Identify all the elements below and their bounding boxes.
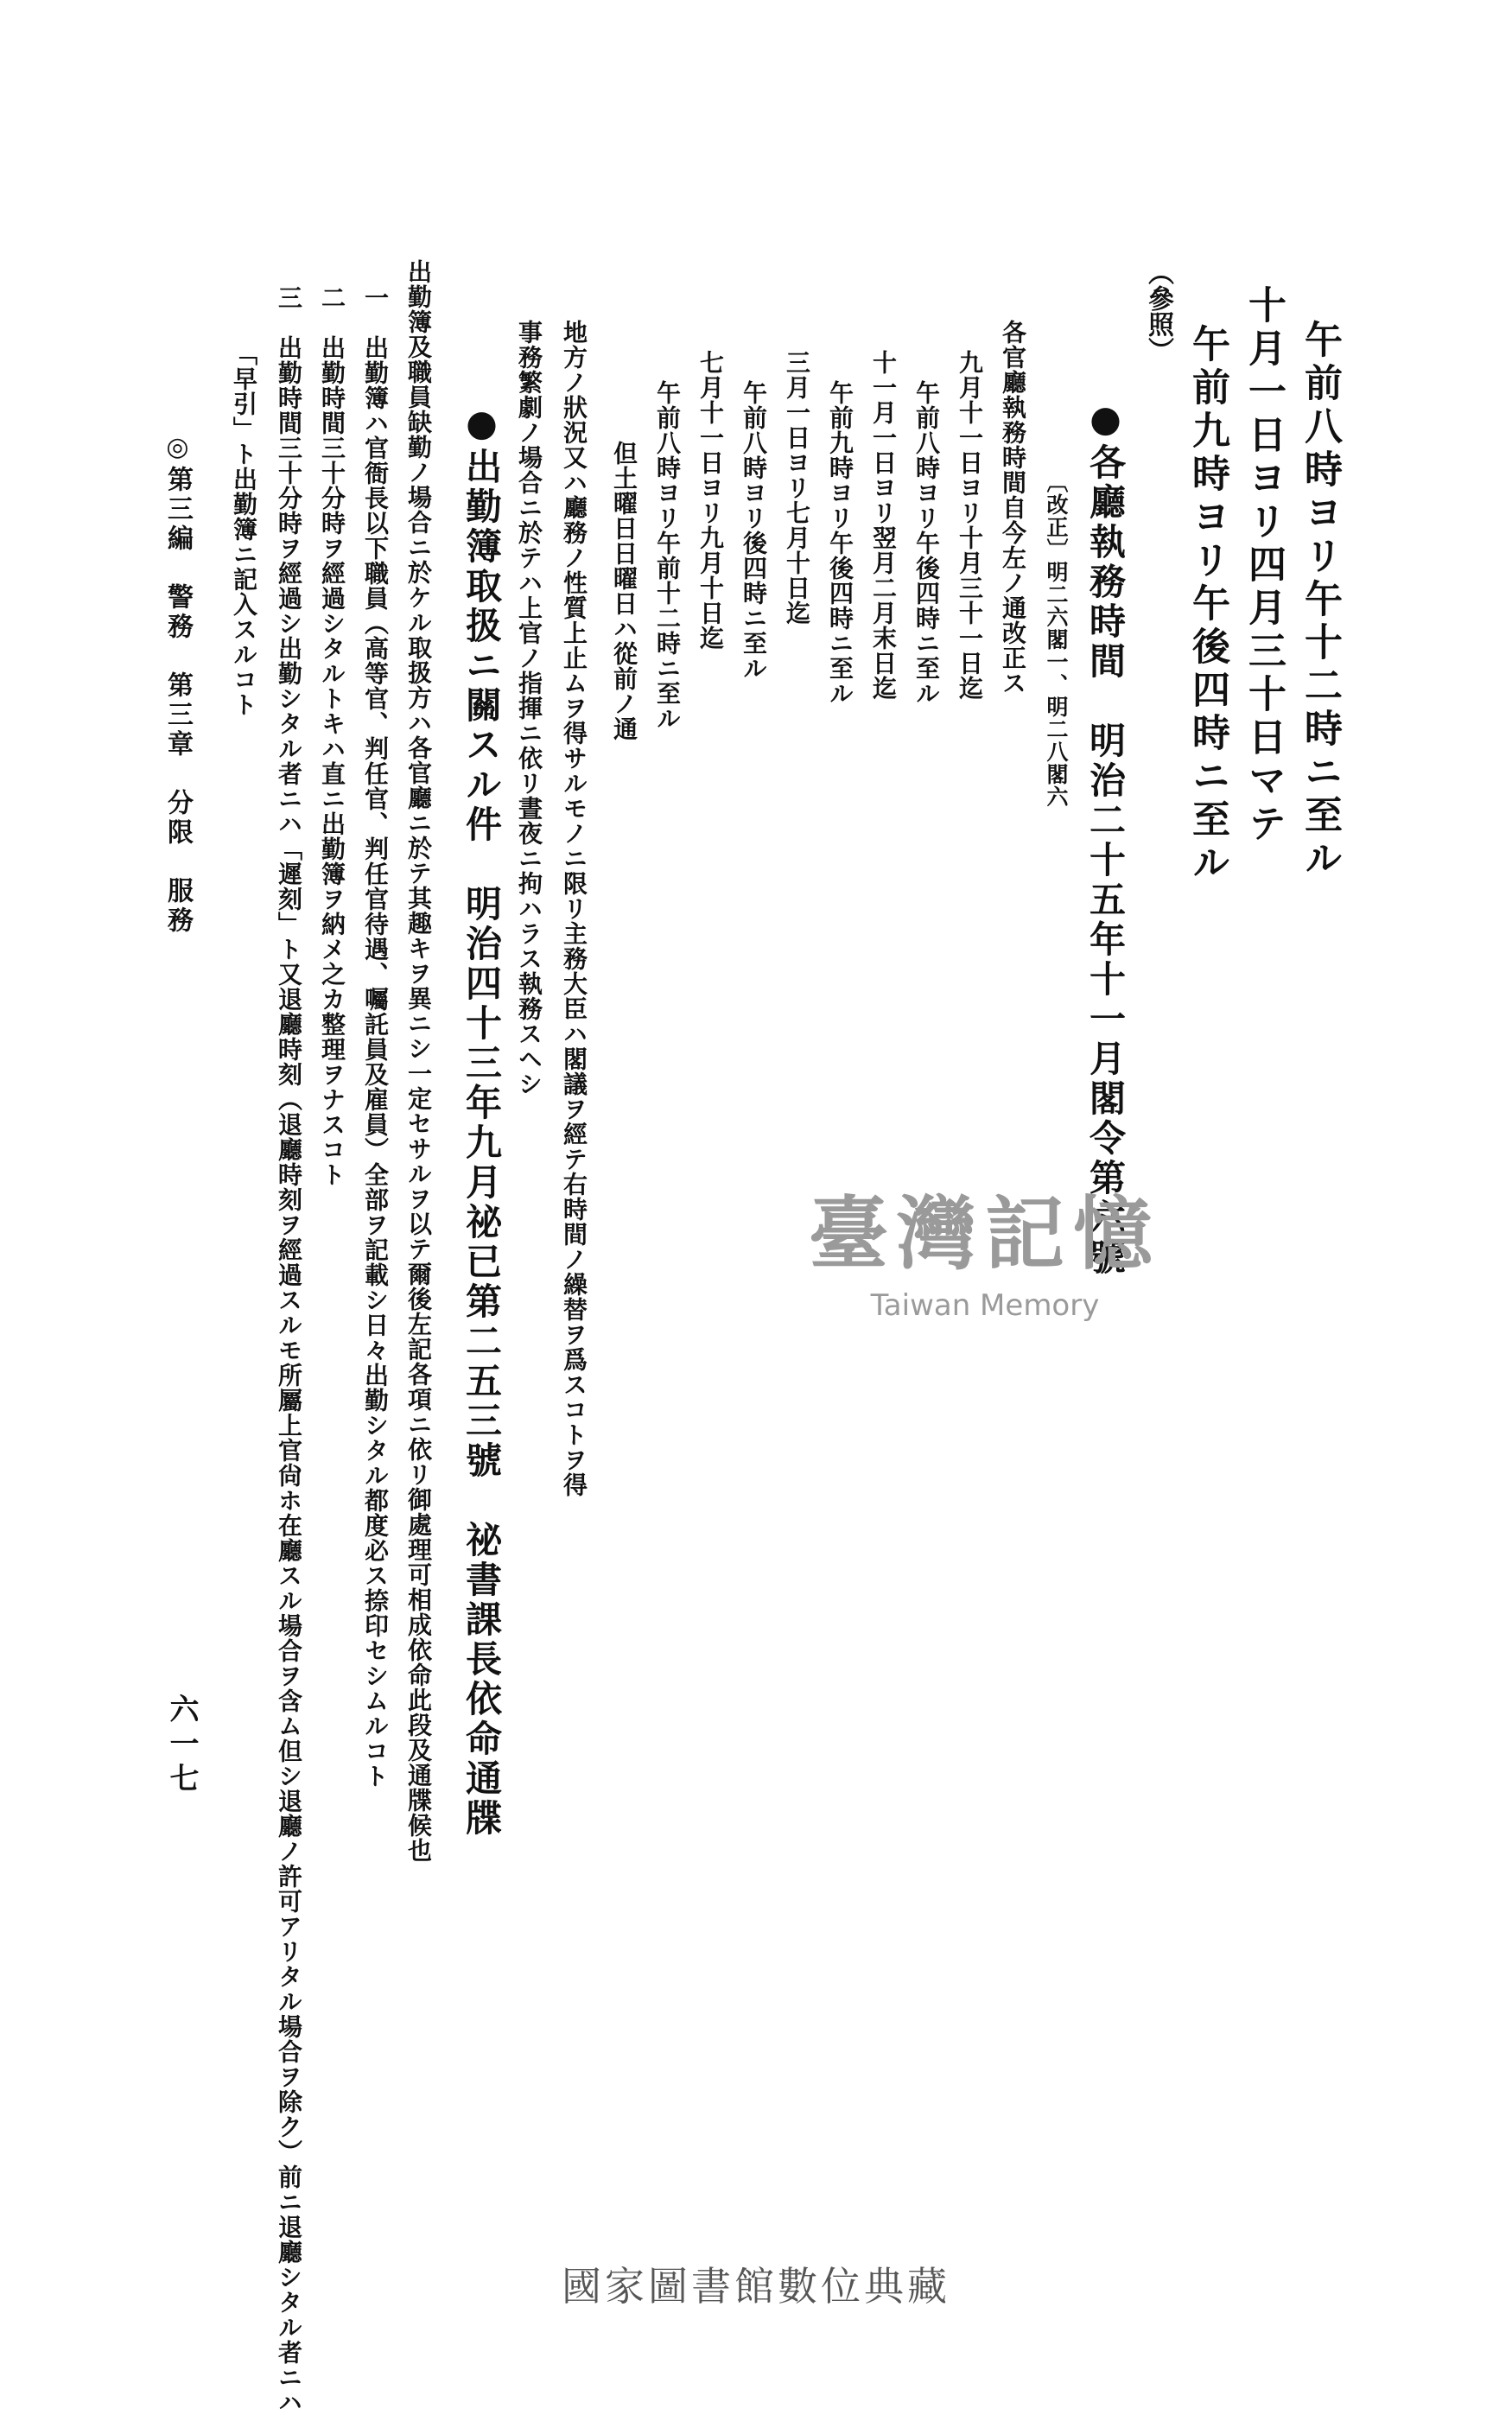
text-column: 但土曜日日曜日ハ從前ノ通 [610, 441, 638, 741]
text-column: 午前八時ヨリ午後四時ニ至ル [912, 380, 941, 706]
text-column: 午前八時ヨリ午前十二時ニ至ル [653, 380, 682, 731]
text-column: 二 出勤時間三十分時ヲ經過シタルトキハ直ニ出勤簿ヲ納メ之カ整理ヲナスコト [318, 285, 346, 1187]
watermark-en: Taiwan Memory [870, 1288, 1100, 1323]
text-column: 三 出勤時間三十分時ヲ經過シ出勤シタル者ニハ「遲刻」ト又退廳時刻（退廳時刻ヲ經過スルモ所屬上官尙ホ在廳スル場合ヲ含ム但シ退廳ノ許可アリタル場合ヲ除ク）前ニ退廳シタル者ニハ [275, 285, 303, 2415]
watermark [743, 1171, 1227, 1323]
text-column: 十月一日ヨリ四月三十日マテ [1242, 285, 1286, 847]
text-column: 午前九時ヨリ午後四時ニ至ル [826, 380, 854, 706]
text-column: 各官廳執務時間自今左ノ通改正ス [999, 320, 1027, 696]
text-column: 出勤簿及職員缺勤ノ場合ニ於ケル取扱方ハ各官廳ニ於テ其趣キヲ異ニシ一定セサルヲ以テ爾後左記各項ニ依リ御處理可相成依命此段及通牒候也 [404, 259, 433, 1863]
running-footer: ◎第三編 警務 第三章 分限 服務 [162, 432, 193, 936]
text-column: 十一月一日ヨリ翌月二月末日迄 [869, 350, 898, 701]
archive-credit: 國家圖書館數位典藏 [562, 2263, 950, 2310]
text-column: 〔改正〕明二六閣一、明二八閣六 [1044, 471, 1069, 808]
page-number: 六一七 [164, 1694, 199, 1797]
text-column: 午前九時ヨリ午後四時ニ至ル [1185, 324, 1229, 886]
text-column: 一 出勤簿ハ官衙長以下職員（高等官、判任官、判任官待遇、囑託員及雇員）全部ヲ記載シ日々出勤シタル都度必ス捺印セシムルコト [361, 285, 390, 1789]
text-column: 事務繁劇ノ場合ニ於テハ上官ノ指揮ニ依リ晝夜ニ拘ハラス執務スヘシ [515, 320, 543, 1096]
text-column: 九月十一日ヨリ十月三十一日迄 [956, 350, 984, 701]
text-column: 午前八時ヨリ午十二時ニ至ル [1298, 320, 1342, 881]
section-heading: ●各廳執務時間 明治二十五年十一月閣令第六號 [1084, 397, 1127, 1278]
section-heading: ●出勤簿取扱ニ關スル件 明治四十三年九月祕已第二五三號 祕書課長依命通牒 [461, 402, 503, 1839]
text-column: 七月十一日ヨリ九月十日迄 [696, 350, 725, 651]
text-column: 午前八時ヨリ後四時ニ至ル [740, 380, 768, 681]
watermark-cjk: 臺灣記憶 [808, 1187, 1161, 1281]
text-column: 地方ノ狀況又ハ廳務ノ性質上止ムヲ得サルモノニ限リ主務大臣ハ閣議ヲ經テ右時間ノ繰替ヲ爲スコトヲ得 [560, 320, 588, 1497]
text-column: 「早引」ト出勤簿ニ記入スルコト [230, 341, 258, 717]
text-column: 三月一日ヨリ七月十日迄 [783, 350, 811, 626]
text-column: （參照） [1143, 259, 1173, 363]
